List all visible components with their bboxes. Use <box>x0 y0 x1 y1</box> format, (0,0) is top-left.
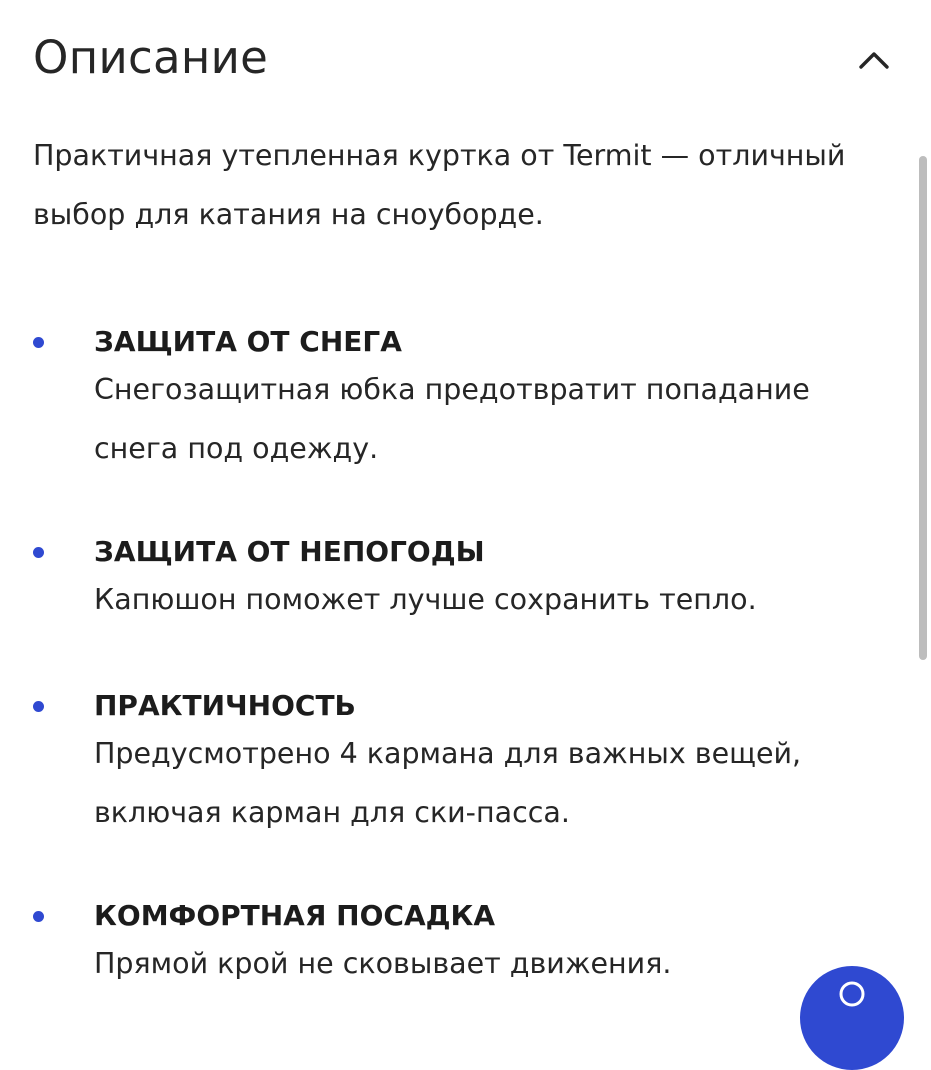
help-floating-button[interactable] <box>800 966 904 1070</box>
description-accordion-header[interactable] <box>0 0 931 120</box>
feature-title: ЗАЩИТА ОТ НЕПОГОДЫ <box>94 535 485 568</box>
bullet-dot <box>33 547 44 558</box>
feature-text: Снегозащитная юбка предотвратит попадание снега под одежду. <box>94 373 810 465</box>
feature-text: Предусмотрено 4 кармана для важных вещей, включая карман для ски-пасса. <box>94 737 802 829</box>
bullet-dot <box>33 701 44 712</box>
scrollbar-thumb[interactable] <box>919 156 927 660</box>
feature-title: КОМФОРТНАЯ ПОСАДКА <box>94 899 496 932</box>
feature-text: Прямой крой не сковывает движения. <box>94 947 672 980</box>
bullet-dot <box>33 911 44 922</box>
help-icon <box>838 980 866 1008</box>
feature-title: ЗАЩИТА ОТ СНЕГА <box>94 325 402 358</box>
feature-title: ПРАКТИЧНОСТЬ <box>94 689 356 722</box>
chevron-up-icon[interactable] <box>854 40 894 80</box>
section-title: Описание <box>33 31 269 84</box>
bullet-dot <box>33 337 44 348</box>
feature-text: Капюшон поможет лучше сохранить тепло. <box>94 583 757 616</box>
description-intro: Практичная утепленная куртка от Termit — отличный выбор для катания на сноуборде. <box>33 139 846 231</box>
